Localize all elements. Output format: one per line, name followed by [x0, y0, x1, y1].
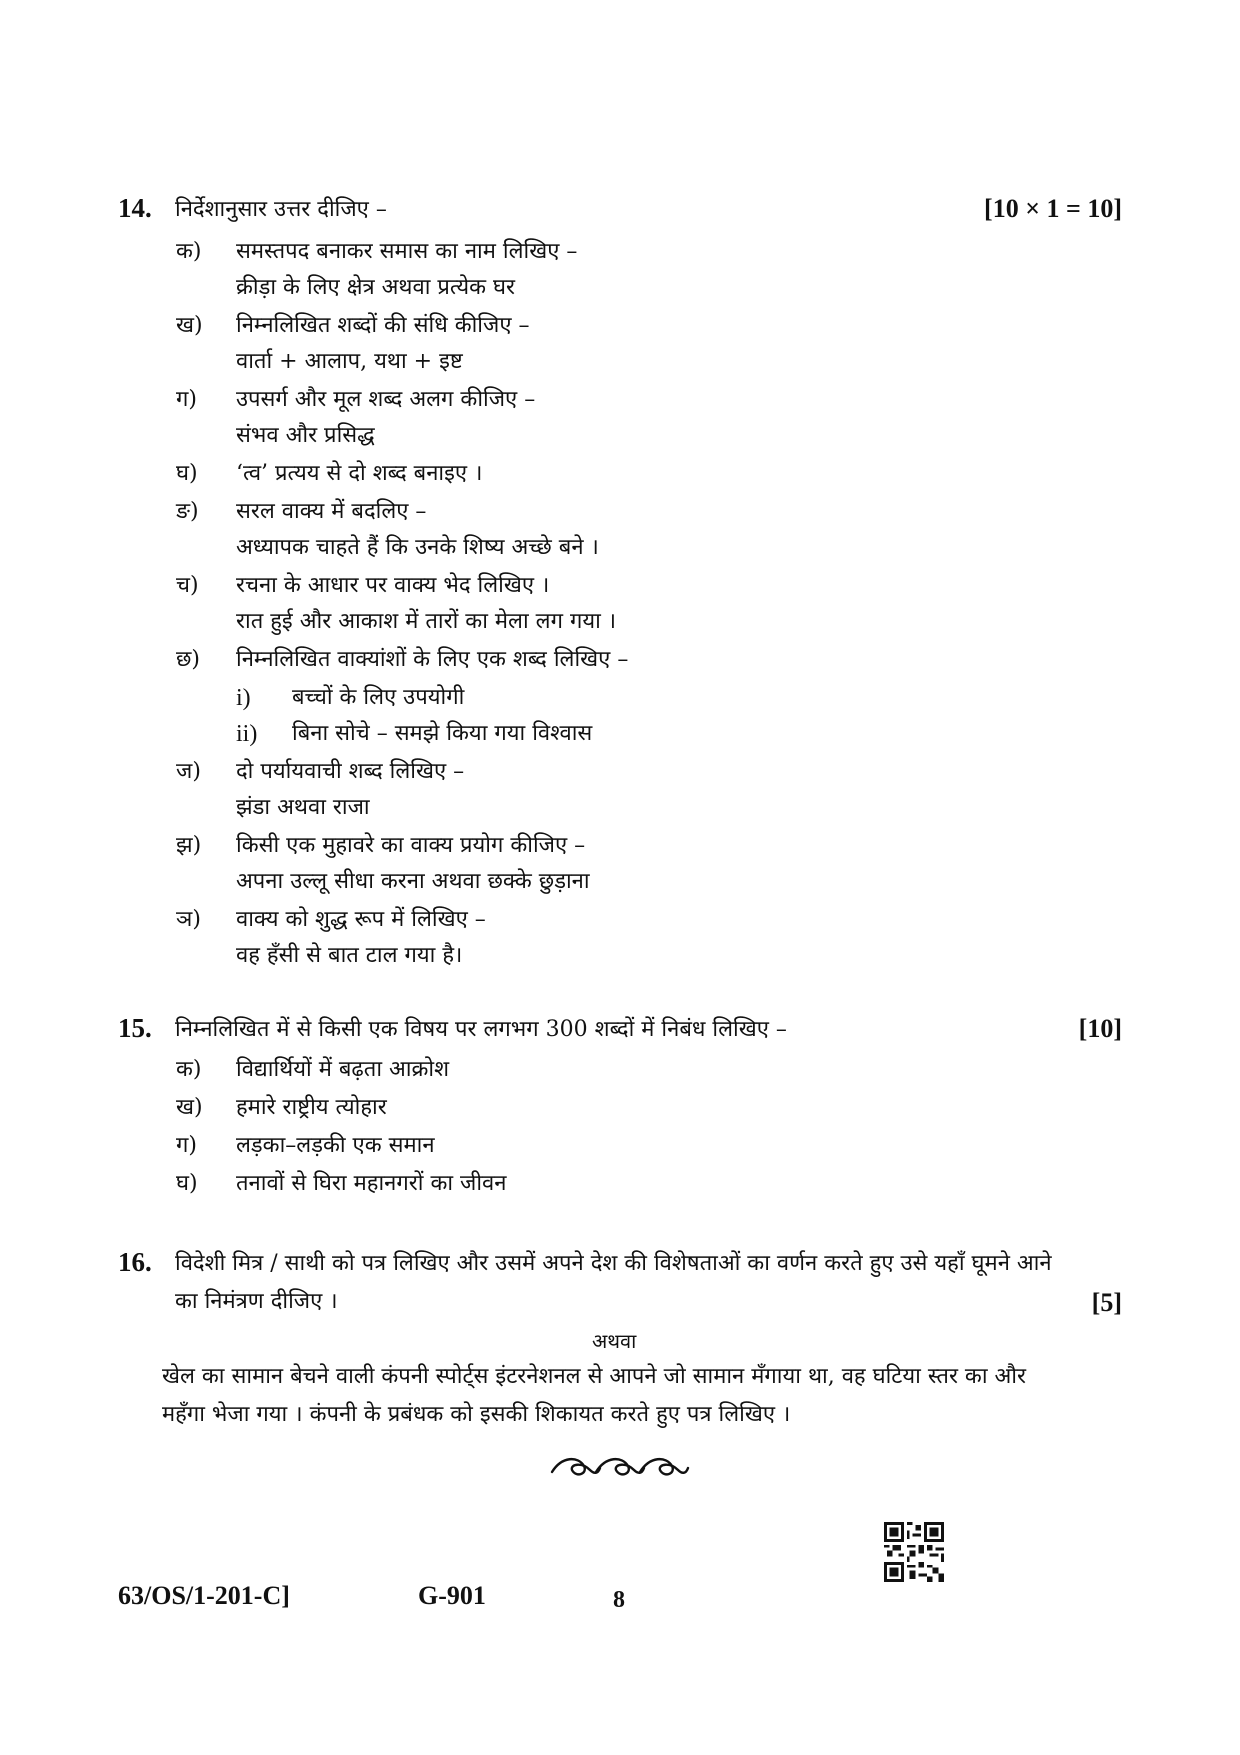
q14-item-sub: अपना उल्लू सीधा करना अथवा छक्के छुड़ाना — [236, 869, 590, 894]
q15-item-text: तनावों से घिरा महानगरों का जीवन — [236, 1171, 507, 1196]
q14-item-sub: रात हुई और आकाश में तारों का मेला लग गया । — [236, 609, 617, 634]
q14-item-text: रचना के आधार पर वाक्य भेद लिखिए । — [236, 573, 550, 598]
q15-item-label: ग) — [176, 1133, 197, 1158]
q16-alt-line-1: खेल का सामान बेचने वाली कंपनी स्पोर्ट्स इंटरनेशनल से आपने जो सामान मँगाया था, वह घटिया स्तर का और — [162, 1364, 1027, 1389]
q14-number: 14. — [118, 193, 152, 223]
q14-item-text: दो पर्यायवाची शब्द लिखिए – — [236, 759, 465, 784]
q16-line-2: का निमंत्रण दीजिए । — [175, 1289, 338, 1314]
q14-item-sub: अध्यापक चाहते हैं कि उनके शिष्य अच्छे बने । — [236, 535, 599, 560]
q14-item-text: ‘त्व’ प्रत्यय से दो शब्द बनाइए । — [236, 461, 483, 486]
q14-item-label: ज) — [176, 759, 201, 784]
q14-item-text: वाक्य को शुद्ध रूप में लिखिए – — [236, 907, 486, 932]
q15-number: 15. — [118, 1013, 152, 1043]
q14-item-text: निम्नलिखित वाक्यांशों के लिए एक शब्द लिखिए – — [236, 647, 629, 672]
q14-subitem-text: बिना सोचे – समझे किया गया विश्वास — [292, 721, 593, 746]
q15-item-text: हमारे राष्ट्रीय त्योहार — [236, 1095, 387, 1120]
q16-number: 16. — [118, 1247, 152, 1277]
paper-code: 63/OS/1-201-C] — [118, 1581, 290, 1610]
q14-subitem-label: ii) — [236, 721, 258, 747]
q14-item-label: ग) — [176, 387, 197, 412]
q14-item-sub: झंडा अथवा राजा — [236, 795, 370, 820]
q14-item-sub: वार्ता + आलाप, यथा + इष्ट — [236, 349, 463, 374]
q15-item-text: विद्यार्थियों में बढ़ता आक्रोश — [236, 1057, 450, 1082]
q16-line-1: विदेशी मित्र / साथी को पत्र लिखिए और उसमें अपने देश की विशेषताओं का वर्णन करते हुए उसे यहाँ घूमने आने — [175, 1251, 1052, 1276]
q14-item-sub: संभव और प्रसिद्ध — [236, 423, 375, 448]
series-code: G-901 — [418, 1581, 486, 1610]
q14-item-label: ङ) — [176, 499, 199, 524]
q15-marks: [10] — [1078, 1014, 1122, 1043]
q16-alt-line-2: महँगा भेजा गया । कंपनी के प्रबंधक को इसकी शिकायत करते हुए पत्र लिखिए । — [162, 1402, 791, 1427]
q15-item-label: ख) — [176, 1095, 203, 1120]
q14-subitem-label: i) — [236, 685, 251, 711]
q14-item-label: च) — [176, 573, 199, 598]
q14-item-sub: वह हँसी से बात टाल गया है। — [236, 943, 463, 968]
q14-item-sub: क्रीड़ा के लिए क्षेत्र अथवा प्रत्येक घर — [236, 275, 515, 300]
q14-item-label: छ) — [176, 647, 201, 672]
q14-item-label: क) — [176, 239, 202, 264]
q16-marks: [5] — [1091, 1288, 1122, 1317]
q14-subitem-text: बच्चों के लिए उपयोगी — [292, 685, 465, 710]
q14-item-text: सरल वाक्य में बदलिए – — [236, 499, 427, 524]
or-label: अथवा — [592, 1329, 637, 1353]
q15-instruction: निम्नलिखित में से किसी एक विषय पर लगभग 300 शब्दों में निबंध लिखिए – — [175, 1017, 787, 1042]
q15-item-label: घ) — [176, 1171, 198, 1196]
q15-item-text: लड़का–लड़की एक समान — [236, 1133, 435, 1158]
q14-item-text: समस्तपद बनाकर समास का नाम लिखिए – — [236, 239, 578, 264]
qr-code-icon — [884, 1522, 944, 1582]
q14-item-label: ख) — [176, 313, 203, 338]
end-ornament-icon — [548, 1448, 692, 1484]
q14-item-text: किसी एक मुहावरे का वाक्य प्रयोग कीजिए – — [236, 833, 586, 858]
q14-item-text: उपसर्ग और मूल शब्द अलग कीजिए – — [236, 387, 536, 412]
q14-item-label: घ) — [176, 461, 198, 486]
q15-item-label: क) — [176, 1057, 202, 1082]
q14-item-text: निम्नलिखित शब्दों की संधि कीजिए – — [236, 313, 530, 338]
q14-marks: [10 × 1 = 10] — [984, 194, 1122, 223]
q14-instruction: निर्देशानुसार उत्तर दीजिए – — [175, 197, 387, 222]
page-number: 8 — [613, 1587, 625, 1613]
q14-item-label: ञ) — [176, 907, 201, 932]
q14-item-label: झ) — [176, 833, 202, 858]
